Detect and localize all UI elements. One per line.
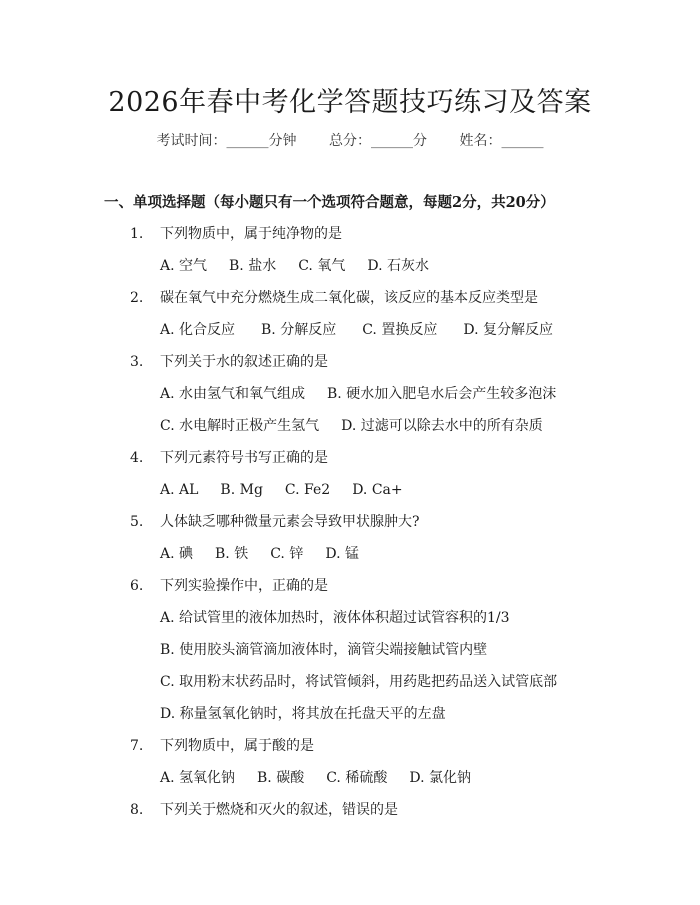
option-row bbox=[0, 672, 700, 704]
question-number: 6. bbox=[130, 578, 144, 594]
question-stem: 下列关于水的叙述正确的是 bbox=[160, 354, 328, 370]
question bbox=[0, 576, 700, 608]
option-row bbox=[0, 416, 700, 448]
option: C. Fe2 bbox=[284, 482, 331, 498]
option-row bbox=[0, 384, 700, 416]
option: B. 铁 bbox=[215, 546, 249, 562]
section-heading: 一、单项选择题（每小题只有一个选项符合题意，每题2分，共20分） bbox=[104, 194, 555, 211]
option: C. 锌 bbox=[270, 546, 304, 562]
question bbox=[0, 224, 700, 256]
question-stem: 碳在氧气中充分燃烧生成二氧化碳，该反应的基本反应类型是 bbox=[160, 290, 538, 306]
option: C. 置换反应 bbox=[362, 322, 438, 338]
option: B. 碳酸 bbox=[257, 770, 305, 786]
option: D. 复分解反应 bbox=[463, 322, 553, 338]
option-row bbox=[0, 256, 700, 288]
option-row bbox=[0, 608, 700, 640]
option: D. Ca+ bbox=[352, 482, 403, 498]
option: A. 化合反应 bbox=[160, 322, 236, 338]
option: D. 过滤可以除去水中的所有杂质 bbox=[341, 418, 543, 434]
option-row bbox=[0, 320, 700, 352]
question-stem: 下列物质中，属于酸的是 bbox=[160, 738, 314, 754]
question bbox=[0, 736, 700, 768]
option: A. AL bbox=[160, 482, 199, 498]
question-number: 4. bbox=[130, 450, 144, 466]
option: A. 给试管里的液体加热时，液体体积超过试管容积的1/3 bbox=[160, 610, 510, 626]
question-number: 2. bbox=[130, 290, 144, 306]
question-list bbox=[0, 224, 700, 832]
question bbox=[0, 288, 700, 320]
question-stem: 下列元素符号书写正确的是 bbox=[160, 450, 328, 466]
option: B. 使用胶头滴管滴加液体时，滴管尖端接触试管内壁 bbox=[160, 642, 488, 658]
exam-meta bbox=[0, 130, 700, 150]
option: A. 空气 bbox=[160, 258, 208, 274]
option-row bbox=[0, 704, 700, 736]
option-row bbox=[0, 480, 700, 512]
option: C. 取用粉末状药品时，将试管倾斜，用药匙把药品送入试管底部 bbox=[160, 674, 558, 690]
student-name: 姓名：______ bbox=[459, 133, 544, 149]
option-row bbox=[0, 640, 700, 672]
option: A. 水由氢气和氧气组成 bbox=[160, 386, 306, 402]
question bbox=[0, 512, 700, 544]
page-title: 2026年春中考化学答题技巧练习及答案 bbox=[108, 87, 592, 118]
question bbox=[0, 800, 700, 832]
option: D. 称量氢氧化钠时，将其放在托盘天平的左盘 bbox=[160, 706, 446, 722]
question-stem: 下列物质中，属于纯净物的是 bbox=[160, 226, 342, 242]
option: B. Mg bbox=[220, 482, 263, 498]
option: C. 稀硫酸 bbox=[326, 770, 388, 786]
option: B. 分解反应 bbox=[261, 322, 337, 338]
question-number: 5. bbox=[130, 514, 144, 530]
question bbox=[0, 352, 700, 384]
option: C. 水电解时正极产生氢气 bbox=[160, 418, 320, 434]
question-stem: 下列关于燃烧和灭火的叙述，错误的是 bbox=[160, 802, 398, 818]
option: D. 氯化钠 bbox=[409, 770, 471, 786]
option-row bbox=[0, 544, 700, 576]
question-number: 1. bbox=[130, 226, 144, 242]
option: C. 氧气 bbox=[298, 258, 346, 274]
question-number: 3. bbox=[130, 354, 144, 370]
question-stem: 人体缺乏哪种微量元素会导致甲状腺肿大? bbox=[160, 514, 420, 530]
option: A. 碘 bbox=[160, 546, 194, 562]
option-row bbox=[0, 768, 700, 800]
option: A. 氢氧化钠 bbox=[160, 770, 236, 786]
question-stem: 下列实验操作中，正确的是 bbox=[160, 578, 328, 594]
option: D. 锰 bbox=[325, 546, 359, 562]
exam-score: 总分：______分 bbox=[329, 133, 427, 149]
question bbox=[0, 448, 700, 480]
option: B. 硬水加入肥皂水后会产生较多泡沫 bbox=[327, 386, 557, 402]
question-number: 8. bbox=[130, 802, 144, 818]
exam-time: 考试时间：______分钟 bbox=[156, 133, 297, 149]
question-number: 7. bbox=[130, 738, 144, 754]
option: D. 石灰水 bbox=[367, 258, 429, 274]
option: B. 盐水 bbox=[229, 258, 277, 274]
